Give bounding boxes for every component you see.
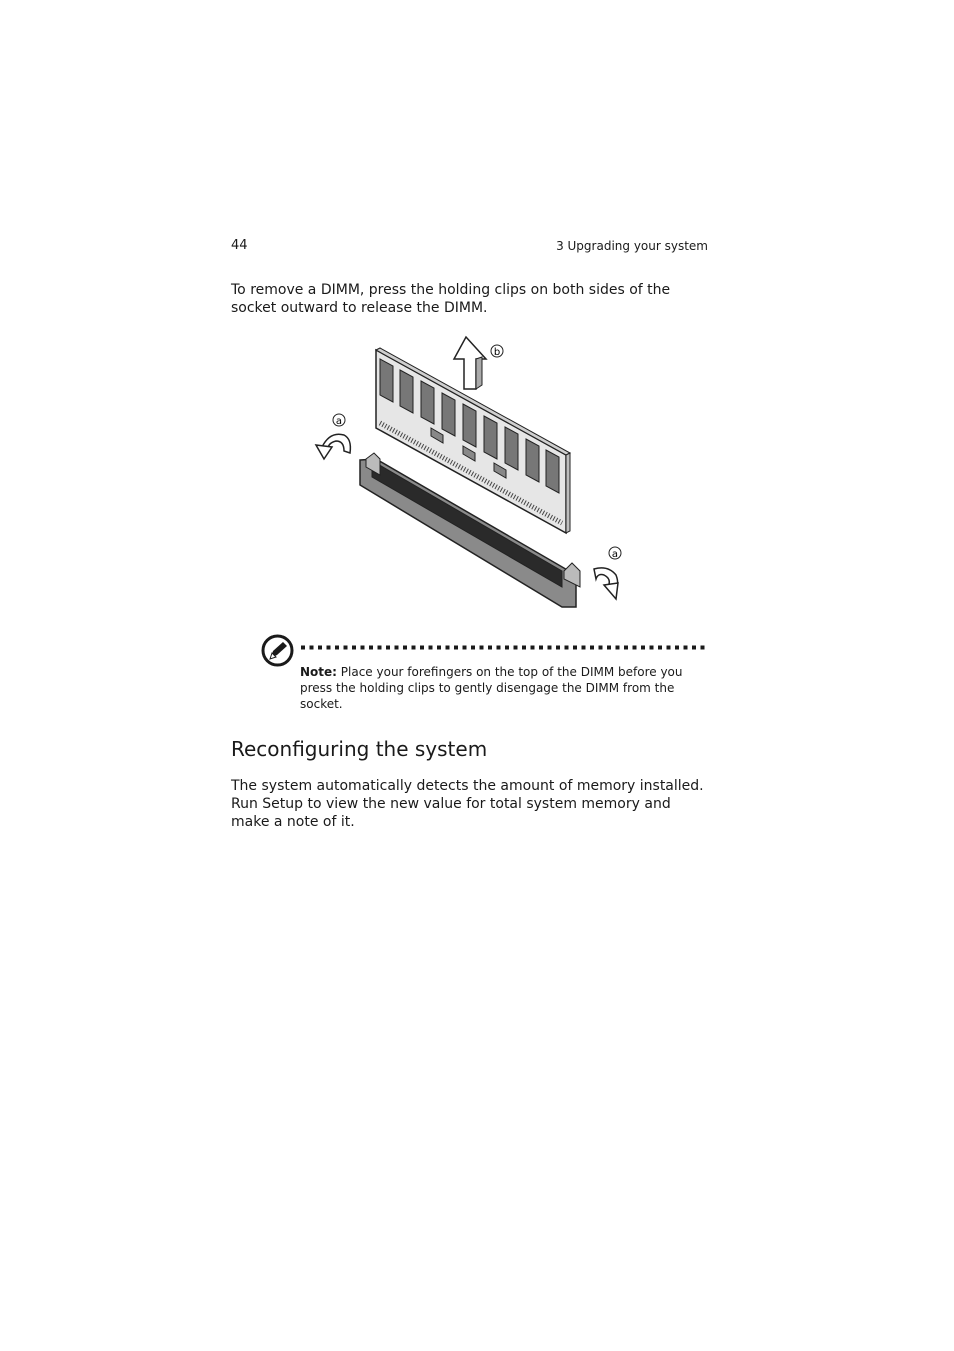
- up-arrow-icon: [454, 337, 486, 389]
- callout-b-label: b: [493, 347, 501, 358]
- rotate-arrow-icon: [594, 568, 618, 599]
- note-pen-icon: [261, 634, 294, 667]
- note-body: Place your forefingers on the top of the DIMM before you press the holding clips to gently disengage the DIMM from the socket.: [300, 665, 683, 711]
- callout-a-right-label: a: [611, 549, 619, 560]
- callout-a-left-label: a: [335, 416, 343, 427]
- intro-paragraph: To remove a DIMM, press the holding clips on both sides of the socket outward to release the DIMM.: [231, 282, 671, 316]
- page-number: 44: [231, 238, 248, 253]
- dimm-removal-figure: [300, 335, 630, 610]
- note-text: [300, 664, 710, 712]
- running-header: 3 Upgrading your system: [556, 239, 708, 253]
- rotate-arrow-icon: [316, 434, 350, 459]
- section-heading: Reconfiguring the system: [231, 737, 488, 761]
- note-label: Note:: [300, 665, 337, 679]
- note-dotted-rule: [301, 645, 708, 650]
- section-paragraph: The system automatically detects the amount of memory installed. Run Setup to view the new value for total system memory and make a note of it.: [231, 778, 704, 830]
